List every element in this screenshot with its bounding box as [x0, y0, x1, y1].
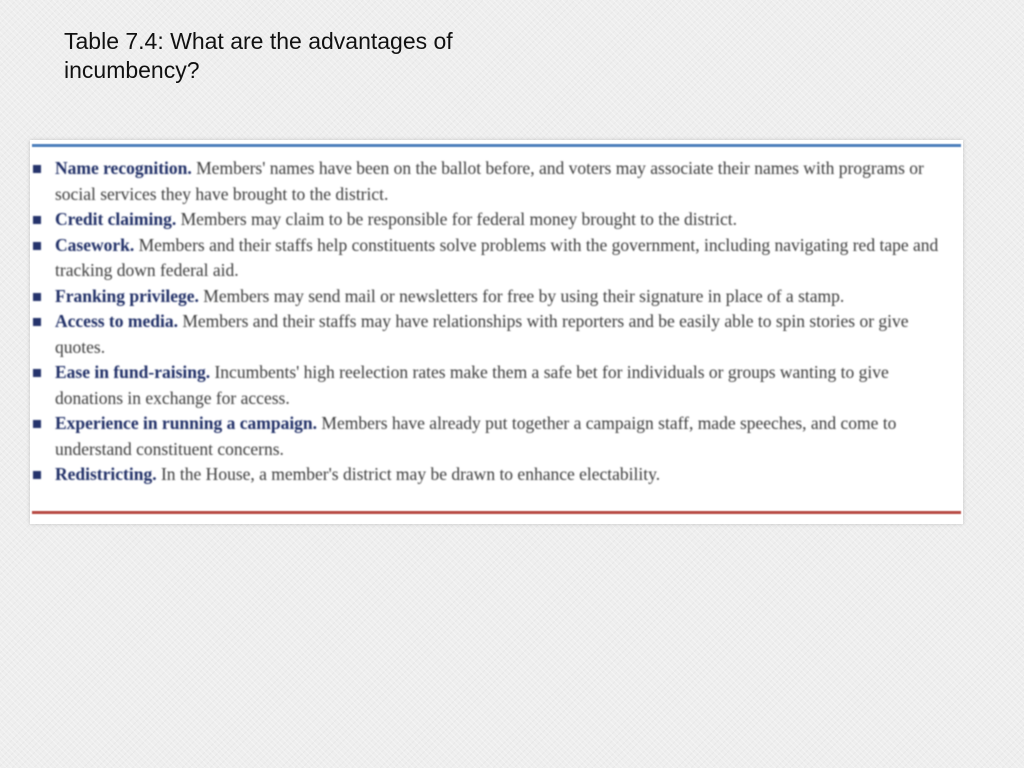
advantage-term: Name recognition. — [55, 158, 192, 178]
advantage-term: Access to media. — [55, 311, 178, 331]
advantage-description: Members and their staffs may have relationships with reporters and be easily able to spin stories or give quotes. — [55, 311, 909, 357]
square-bullet-icon — [33, 242, 41, 250]
table-top-rule — [32, 144, 961, 147]
advantage-term: Redistricting. — [55, 464, 157, 484]
advantage-description: Members have already put together a campaign staff, made speeches, and come to understand constituent concerns. — [55, 413, 897, 459]
square-bullet-icon — [33, 216, 41, 224]
advantage-description: Members' names have been on the ballot before, and voters may associate their names with programs or social services they have brought to the district. — [55, 158, 924, 204]
square-bullet-icon — [33, 165, 41, 173]
advantage-description: Incumbents' high reelection rates make them a safe bet for individuals or groups wanting to give donations in exchange for access. — [55, 362, 889, 408]
list-item-credit-claiming — [30, 207, 963, 233]
square-bullet-icon — [33, 293, 41, 301]
advantage-term: Casework. — [55, 234, 135, 255]
advantage-description: In the House, a member's district may be drawn to enhance electability. — [160, 464, 661, 484]
advantages-list — [30, 156, 963, 488]
list-item-ease-in-fund-raising — [30, 360, 963, 411]
list-item-name-recognition — [30, 156, 963, 207]
incumbency-advantages-table — [30, 140, 963, 524]
advantage-description: Members and their staffs help constituents solve problems with the government, including navigating red tape and tracking down federal aid. — [55, 234, 939, 280]
square-bullet-icon — [33, 318, 41, 326]
square-bullet-icon — [33, 420, 41, 428]
slide-title: Table 7.4: What are the advantages of incumbency? — [64, 28, 453, 83]
advantage-term: Credit claiming. — [55, 209, 177, 229]
square-bullet-icon — [33, 369, 41, 377]
list-item-redistricting — [30, 462, 963, 488]
table-bottom-rule — [32, 511, 961, 514]
advantage-term: Experience in running a campaign. — [55, 413, 318, 433]
advantage-description: Members may send mail or newsletters for free by using their signature in place of a stamp. — [203, 285, 845, 306]
square-bullet-icon — [33, 471, 41, 479]
list-item-franking-privilege — [30, 284, 963, 310]
list-item-access-to-media — [30, 309, 963, 360]
list-item-campaign-experience — [30, 411, 963, 462]
advantage-term: Ease in fund-raising. — [55, 362, 211, 382]
advantage-term: Franking privilege. — [55, 285, 199, 306]
list-item-casework — [30, 233, 963, 284]
advantage-description: Members may claim to be responsible for federal money brought to the district. — [180, 209, 738, 229]
